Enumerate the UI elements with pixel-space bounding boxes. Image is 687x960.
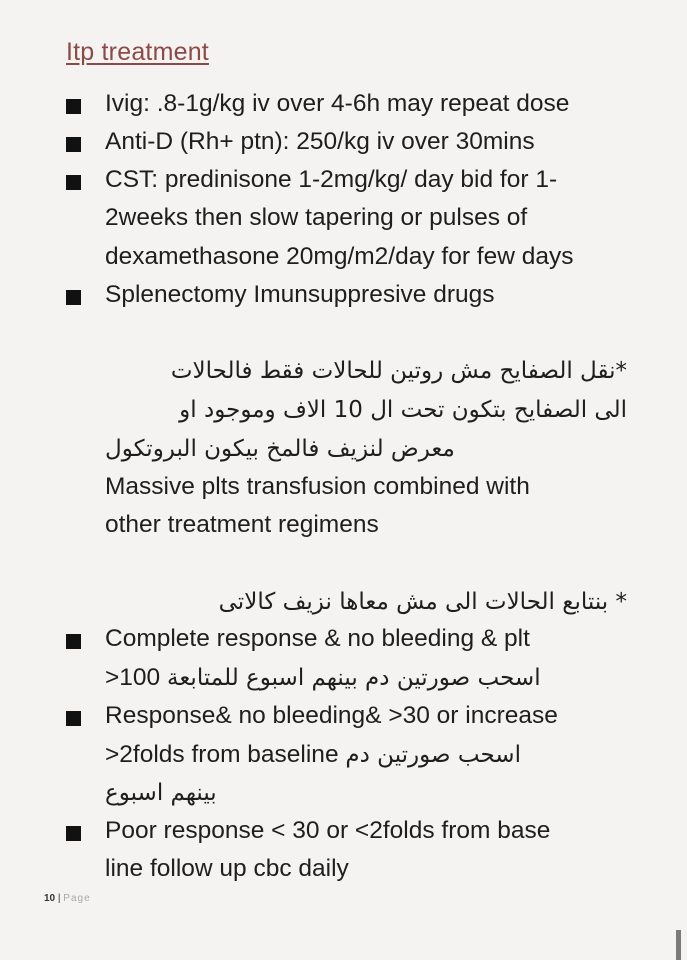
splenectomy-line: Splenectomy Imunsuppresive drugs	[105, 281, 495, 308]
page-title: Itp treatment	[66, 38, 209, 66]
footer-separator: |	[57, 893, 61, 904]
bullet-icon	[66, 290, 81, 305]
complete-arabic: اسحب صورتين دم بينهم اسبوع للمتابعة	[167, 665, 541, 691]
response-line-3: بينهم اسبوع	[105, 780, 217, 806]
arabic-line-2: الى الصفايح بتكون تحت ال 10 الاف وموجود او	[179, 397, 627, 423]
ivig-line: Ivig: .8-1g/kg iv over 4-6h may repeat dose	[105, 90, 570, 117]
page-number: 10	[44, 893, 56, 904]
bullet-icon	[66, 137, 81, 152]
cst-line-2: 2weeks then slow tapering or pulses of	[105, 204, 528, 231]
response-arabic: اسحب صورتين دم	[345, 742, 521, 768]
cst-line-3: dexamethasone 20mg/m2/day for few days	[105, 243, 574, 270]
response-line-1: Response& no bleeding& >30 or increase	[105, 702, 558, 729]
antid-line: Anti-D (Rh+ ptn): 250/kg iv over 30mins	[105, 128, 535, 155]
edge-mark	[676, 930, 681, 960]
bullet-icon	[66, 99, 81, 114]
page-footer	[44, 893, 91, 904]
response-line-2	[105, 741, 521, 769]
complete-threshold: >100	[105, 664, 161, 691]
poor-line-2: line follow up cbc daily	[105, 855, 349, 882]
complete-line-1: Complete response & no bleeding & plt	[105, 625, 530, 652]
bullet-icon	[66, 826, 81, 841]
bullet-icon	[66, 711, 81, 726]
page-label: Page	[63, 893, 91, 904]
massive-line-1: Massive plts transfusion combined with	[105, 473, 530, 500]
cst-line-1: CST: predinisone 1-2mg/kg/ day bid for 1-	[105, 166, 558, 193]
poor-line-1: Poor response < 30 or <2folds from base	[105, 817, 551, 844]
arabic-line-3: معرض لنزيف فالمخ بيكون البروتكول	[105, 436, 455, 462]
arabic-line-4: * بنتابع الحالات الى مش معاها نزيف كالاتى	[218, 589, 627, 615]
complete-line-2	[105, 664, 541, 692]
bullet-icon	[66, 634, 81, 649]
bullet-icon	[66, 175, 81, 190]
response-baseline: >2folds from baseline	[105, 741, 339, 768]
massive-line-2: other treatment regimens	[105, 511, 379, 538]
arabic-line-1: *نقل الصفايح مش روتين للحالات فقط فالحالات	[170, 358, 627, 384]
